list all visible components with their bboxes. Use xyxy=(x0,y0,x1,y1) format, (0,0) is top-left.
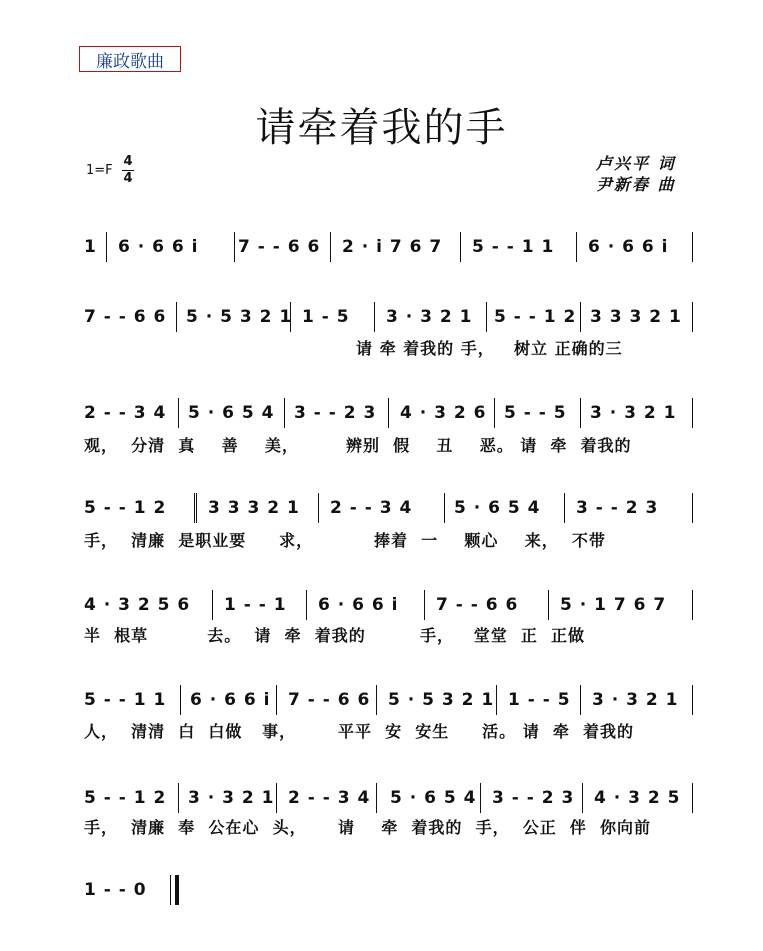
lyrics-line-3 xyxy=(84,433,692,455)
song-title: 请牵着我的手 xyxy=(255,105,508,151)
measure: 5 · 6 5 4 xyxy=(454,498,541,518)
measure: 7 - - 6 6 xyxy=(436,595,519,615)
composer-credit: 尹新春 曲 xyxy=(596,175,676,194)
measure: 5 - - 1 2 xyxy=(84,498,167,518)
measure: 3 - - 2 3 xyxy=(294,403,377,423)
measure: 5 - - 1 2 xyxy=(494,307,577,327)
measure: 2 - - 3 4 xyxy=(330,498,413,518)
lyrics-line-5 xyxy=(84,623,692,645)
measure: 1 - - 0 xyxy=(84,880,147,900)
measure: 2 - - 3 4 xyxy=(288,788,371,808)
measure: 6 · 6 6 i xyxy=(190,690,271,710)
measure: 5 · 1 7 6 7 xyxy=(560,595,667,615)
lyric-segment: 人， 清清 白 白做 事， xyxy=(84,722,297,741)
measure: 3 · 3 2 1 xyxy=(590,403,677,423)
lyric-segment: 观， 分清 真 善 美， xyxy=(84,436,299,455)
score-row-3 xyxy=(84,401,692,427)
score-row-4 xyxy=(84,496,692,522)
measure: 1 - 5 xyxy=(302,307,350,327)
lyric-segment: 手， 清廉 奉 公在心 头， xyxy=(84,818,307,837)
lyric-segment: 手， 清廉 是职业要 求， xyxy=(84,531,314,550)
key-signature: 1=F xyxy=(86,163,113,178)
measure: 3 - - 2 3 xyxy=(576,498,659,518)
measure: 4 · 3 2 6 xyxy=(400,403,487,423)
lyrics-line-4 xyxy=(84,528,692,550)
measure: 6 · 6 6 i xyxy=(118,237,199,257)
measure: 5 - - 1 2 xyxy=(84,788,167,808)
measure: 5 · 5 3 2 1 xyxy=(388,690,495,710)
measure: 1 xyxy=(84,237,97,257)
score-row-5 xyxy=(84,593,692,619)
measure: 7 - - 6 6 xyxy=(238,237,321,257)
measure: 4 · 3 2 5 xyxy=(594,788,681,808)
measure: 5 - - 1 1 xyxy=(84,690,167,710)
time-signature xyxy=(122,155,134,186)
lyrics-line-6 xyxy=(84,719,692,741)
measure: 5 · 6 5 4 xyxy=(188,403,275,423)
lyricist-credit: 卢兴平 词 xyxy=(596,154,676,173)
score-row-1 xyxy=(84,235,692,261)
measure: 3 · 3 2 1 xyxy=(188,788,275,808)
lyric-segment: 请 牵 着我的 手， 公正 伴 你向前 xyxy=(338,818,651,837)
measure: 7 - - 6 6 xyxy=(288,690,371,710)
measure: 5 - - 1 1 xyxy=(472,237,555,257)
lyric-segment: 请 牵 着我的 手， xyxy=(356,339,495,358)
lyrics-line-2 xyxy=(84,336,692,358)
measure: 5 · 5 3 2 1 xyxy=(186,307,293,327)
measure: 7 - - 6 6 xyxy=(84,307,167,327)
lyric-segment: 捧着 一 颗心 来， 不带 xyxy=(374,531,606,550)
lyric-segment: 辨别 假 丑 恶。 请 牵 着我的 xyxy=(346,436,632,455)
measure: 3 · 3 2 1 xyxy=(386,307,473,327)
measure: 5 - - 5 xyxy=(504,403,567,423)
lyrics-line-7 xyxy=(84,815,692,837)
lyric-segment: 手， 堂堂 正 正做 xyxy=(420,626,585,645)
lyric-segment: 平平 安 安生 活。 请 牵 着我的 xyxy=(338,722,634,741)
measure: 3 - - 2 3 xyxy=(492,788,575,808)
lyric-segment: 树立 正确的三 xyxy=(514,339,623,358)
score-row-6 xyxy=(84,688,692,714)
measure: 4 · 3 2 5 6 xyxy=(84,595,191,615)
measure: 1 - - 1 xyxy=(224,595,287,615)
song-category-badge: 廉政歌曲 xyxy=(79,46,181,72)
measure: 5 · 6 5 4 xyxy=(390,788,477,808)
measure: 3 · 3 2 1 xyxy=(592,690,679,710)
score-row-2 xyxy=(84,305,692,331)
measure: 2 - - 3 4 xyxy=(84,403,167,423)
lyric-segment: 半 根草 去。 请 牵 着我的 xyxy=(84,626,366,645)
measure: 3 3 3 2 1 xyxy=(208,498,300,518)
measure: 1 - - 5 xyxy=(508,690,571,710)
score-row-8 xyxy=(84,878,692,904)
measure: 6 · 6 6 i xyxy=(318,595,399,615)
score-row-7 xyxy=(84,786,692,812)
measure: 6 · 6 6 i xyxy=(588,237,669,257)
measure: 3 3 3 2 1 xyxy=(590,307,682,327)
measure: 2 · i 7 6 7 xyxy=(342,237,443,257)
time-signature-top: 4 xyxy=(123,154,133,169)
time-signature-bottom: 4 xyxy=(123,171,133,186)
